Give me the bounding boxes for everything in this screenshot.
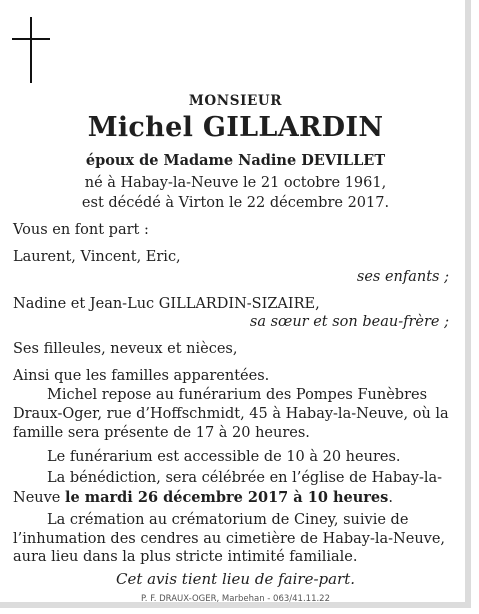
ceremony-place-end: Neuve <box>13 490 65 506</box>
cremation-line-2: l’inhumation des cendres au cimetière de Habay-la-Neuve, <box>13 531 446 547</box>
ceremony-period: . <box>388 490 393 506</box>
children-names: Laurent, Vincent, Eric, <box>13 249 181 265</box>
children-role: ses enfants ; <box>356 269 449 285</box>
spouse-line: époux de Madame Nadine DEVILLET <box>85 152 386 169</box>
cross-icon <box>12 17 50 83</box>
birth-line: né à Habay-la-Neuve le 21 octobre 1961, <box>84 175 387 191</box>
visiting-hours-line: Le funérarium est accessible de 10 à 20 heures. <box>47 449 401 465</box>
funeral-home-line-2: Draux-Oger, rue d’Hoffschmidt, 45 à Habay-la-Neuve, où la <box>13 406 449 422</box>
families-line: Ainsi que les familles apparentées. <box>13 368 270 384</box>
cremation-line-3: aura lieu dans la plus stricte intimité familiale. <box>13 549 358 565</box>
intro-line: Vous en font part : <box>13 222 149 238</box>
funeral-home-line-3: famille sera présente de 17 à 20 heures. <box>13 425 310 441</box>
ceremony-line-2 <box>13 489 393 506</box>
death-line: est décédé à Virton le 22 décembre 2017. <box>81 195 390 211</box>
honorific: MONSIEUR <box>188 93 283 109</box>
sibling-names: Nadine et Jean-Luc GILLARDIN-SIZAIRE, <box>13 296 320 312</box>
ceremony-date: le mardi 26 décembre 2017 à 10 heures <box>65 489 389 506</box>
deceased-name: Michel GILLARDIN <box>87 112 384 143</box>
funeral-home-line-1: Michel repose au funérarium des Pompes Funèbres <box>47 387 428 403</box>
ceremony-line-1: La bénédiction, sera célébrée en l’église de Habay-la- <box>47 470 443 486</box>
closing-line: Cet avis tient lieu de faire-part. <box>115 570 356 588</box>
godchildren-line: Ses filleules, neveux et nièces, <box>13 341 238 357</box>
cremation-line-1: La crémation au crématorium de Ciney, suivie de <box>47 512 409 528</box>
sibling-role: sa sœur et son beau-frère ; <box>249 314 449 330</box>
funeral-director-footer: P. F. DRAUX-OGER, Marbehan - 063/41.11.22 <box>141 594 330 604</box>
